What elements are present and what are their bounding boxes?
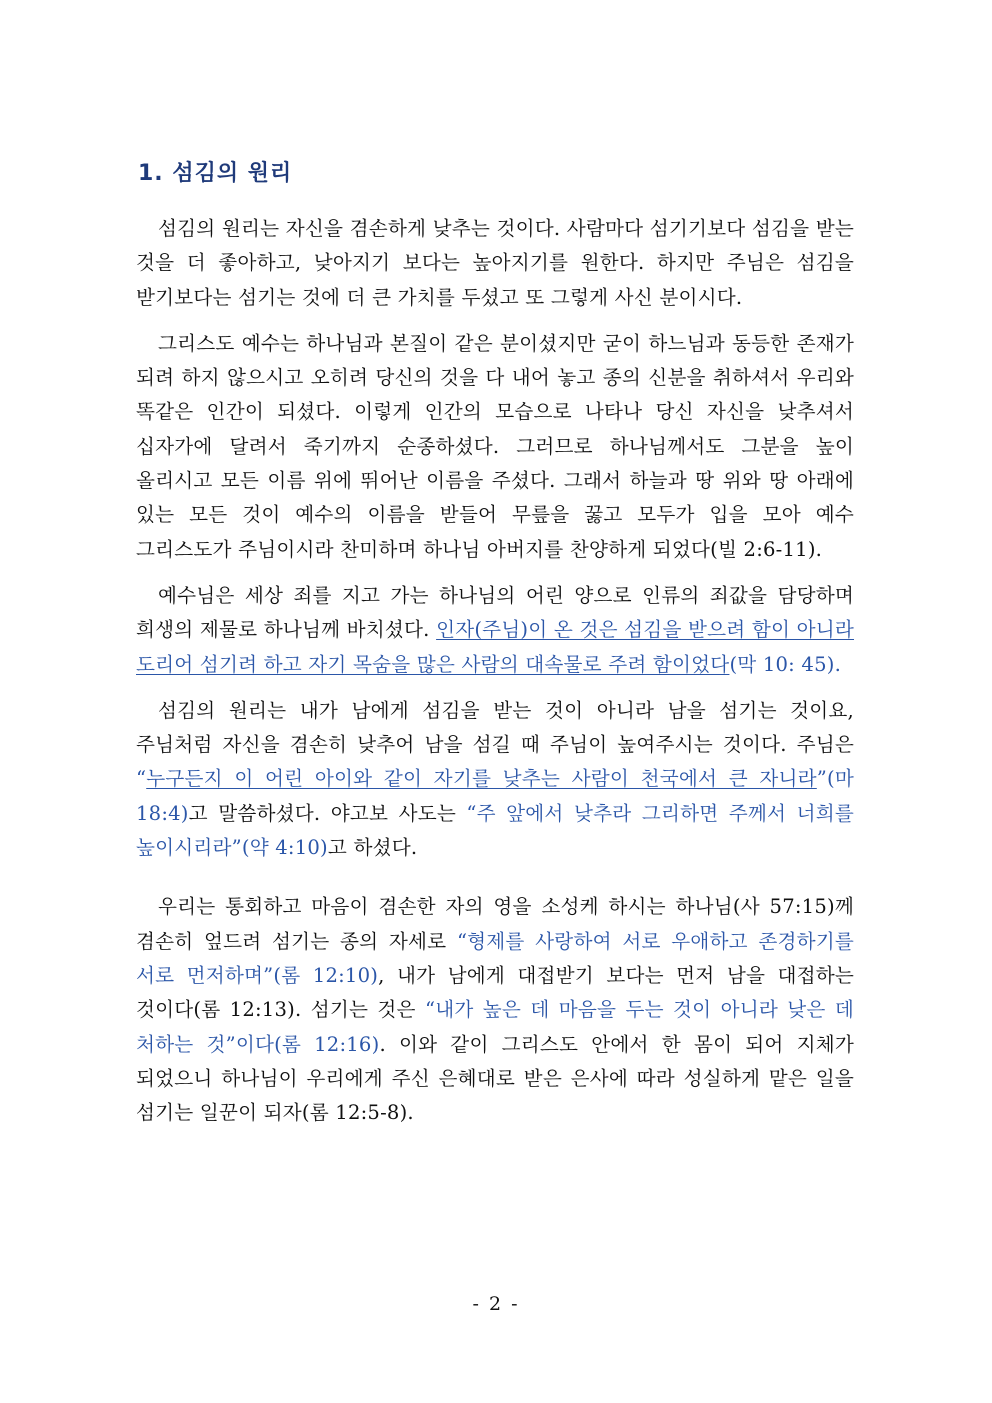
paragraph-5-text-3: . 이와 같이 그리스도 안에서 한 몸이 되어 지체가 되었으니 하나님이 우리에게 주신 은혜대로 받은 은사에 따라 성실하게 맡은 일을 섬기는 일꾼이 되자(롬 12:5-8).: [136, 1032, 855, 1125]
document-body: [136, 212, 854, 1130]
scripture-quote-matthew-18-4: 누구든지 이 어린 아이와 같이 자기를 낮추는 사람이 천국에서 큰 자니라: [146, 767, 817, 791]
paragraph-4: [136, 694, 854, 865]
paragraph-3: [136, 579, 854, 682]
paragraph-4-text-3: 고 하셨다.: [327, 836, 418, 860]
paragraph-1: 섬김의 원리는 자신을 겸손하게 낮추는 것이다. 사람마다 섬기기보다 섬김을 받는 것을 더 좋아하고, 낮아지기 보다는 높아지기를 원한다. 하지만 주님은 섬김을 받기보다는 섬기는 것에 더 큰 가치를 두셨고 또 그렇게 사신 분이시다.: [136, 217, 854, 309]
scripture-quote-romans-12-10: “형제를 사랑하여 서로 우애하고 존경하기를 서로 먼저하며”(롬 12:10): [136, 929, 854, 987]
scripture-quote-james-4-10: “주 앞에서 낮추라 그리하면 주께서 너희를 높이시리라”(약 4:10): [136, 801, 854, 860]
paragraph-5-text-1: 우리는 통회하고 마음이 겸손한 자의 영을 소성케 하시는 하나님(사 57:15)께 겸손히 엎드려 섬기는 종의 자세로: [136, 895, 854, 953]
paragraph-3-citation: (막 10: 45).: [729, 652, 842, 676]
quote-close-citation: ”(마 18:4): [136, 767, 854, 825]
paragraph-4-text-1: 섬김의 원리는 내가 남에게 섬김을 받는 것이 아니라 남을 섬기는 것이요, 주님처럼 자신을 겸손히 낮추어 남을 섬길 때 주님이 높여주시는 것이다. 주님은: [136, 698, 854, 757]
paragraph-3-text-1: 예수님은 세상 죄를 지고 가는 하나님의 어린 양으로 인류의 죄값을 담당하며 희생의 제물로 하나님께 바치셨다.: [136, 583, 854, 642]
page-number: - 2 -: [472, 1293, 520, 1315]
scripture-quote-romans-12-16: “내가 높은 데 마음을 두는 것이 아니라 낮은 데 처하는 것”이다(롬 12:16): [136, 998, 854, 1056]
scripture-quote-mark-10-45: 인자(주님)이 온 것은 섬김을 받으려 함이 아니라 도리어 섬기려 하고 자기 목숨을 많은 사람의 대속물로 주려 함이었다: [136, 618, 854, 676]
quote-open-mark: “: [136, 767, 147, 791]
section-heading: 1. 섬김의 원리: [138, 161, 293, 186]
paragraph-4-text-2: 고 말씀하셨다. 야고보 사도는: [188, 801, 467, 825]
paragraph-2: 그리스도 예수는 하나님과 본질이 같은 분이셨지만 굳이 하느님과 동등한 존재가 되려 하지 않으시고 오히려 당신의 것을 다 내어 놓고 종의 신분을 취하셔서 우리와 똑같은 인간이 되셨다. 이렇게 인간의 모습으로 나타나 당신 자신을 낮추셔서 십자가에 달려서 죽기까지 순종하셨다. 그러므로 하나님께서도 그분을 높이 올리시고 모든 이름 위에 뛰어난 이름을 주셨다. 그래서 하늘과 땅 위와 땅 아래에 있는 모든 것이 예수의 이름을 받들어 무릎을 꿇고 모두가 입을 모아 예수 그리스도가 주님이시라 찬미하며 하나님 아버지를 찬양하게 되었다(빌 2:6-11).: [136, 331, 854, 561]
paragraph-5: [136, 890, 854, 1130]
paragraph-5-text-2: , 내가 남에게 대접받기 보다는 먼저 남을 대접하는 것이다(롬 12:13). 섬기는 것은: [136, 963, 855, 1022]
